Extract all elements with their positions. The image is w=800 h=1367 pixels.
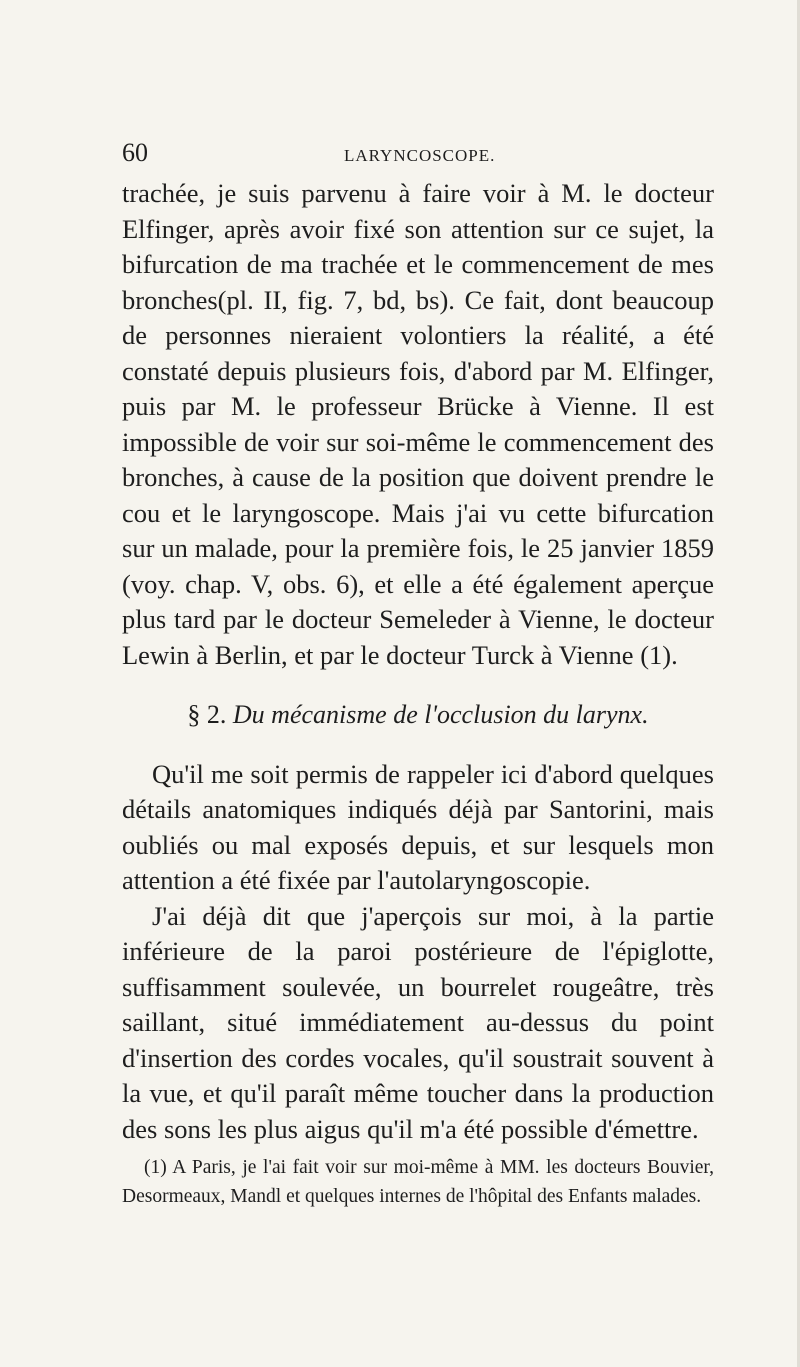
running-title: LARYNCOSCOPE. [344,146,496,165]
paragraph-1: trachée, je suis parvenu à faire voir à M. le docteur Elfinger, après avoir fixé son attention sur ce sujet, la bifurcation de ma trachée et le commencement de mes bronches(pl. II, fig. 7, bd, bs). Ce fait, dont beaucoup de personnes nieraient volontiers la réalité, a été constaté depuis plusieurs fois, d'abord par M. Elfinger, puis par M. le professeur Brücke à Vienne. Il est impossible de voir sur soi-même le commencement des bronches, à cause de la position que doivent prendre le cou et le laryngoscope. Mais j'ai vu cette bifurcation sur un malade, pour la première fois, le 25 janvier 1859 (voy. chap. V, obs. 6), et elle a été également aperçue plus tard par le docteur Semeleder à Vienne, le docteur Lewin à Berlin, et par le docteur Turck à Vienne (1). [122,178,714,670]
section-heading [122,697,714,733]
paragraph-3: J'ai déjà dit que j'aperçois sur moi, à la partie inférieure de la paroi postérieure de l'épiglotte, suffisamment soulevée, un bourrelet rougeâtre, très saillant, situé immédiatement au-dessus du point d'insertion des cordes vocales, qu'il soustrait souvent à la vue, et qu'il paraît même toucher dans la production des sons les plus aigus qu'il m'a été possible d'émettre. [122,900,714,1144]
running-head [122,138,714,174]
page-number: 60 [122,138,148,167]
body-text [122,176,714,1147]
paragraph-2: Qu'il me soit permis de rappeler ici d'abord quelques détails anatomiques indiqués déjà par Santorini, mais oubliés ou mal exposés depuis, et sur lesquels mon attention a été fixée par l'autolaryngoscopie. [122,758,714,895]
section-number: § 2. [187,700,227,729]
section-title: Du mécanisme de l'occlusion du larynx. [232,700,649,729]
footnote: (1) A Paris, je l'ai fait voir sur moi-même à MM. les docteurs Bouvier, Desormeaux, Mandl et quelques internes de l'hôpital des Enfants malades. [122,1157,714,1207]
